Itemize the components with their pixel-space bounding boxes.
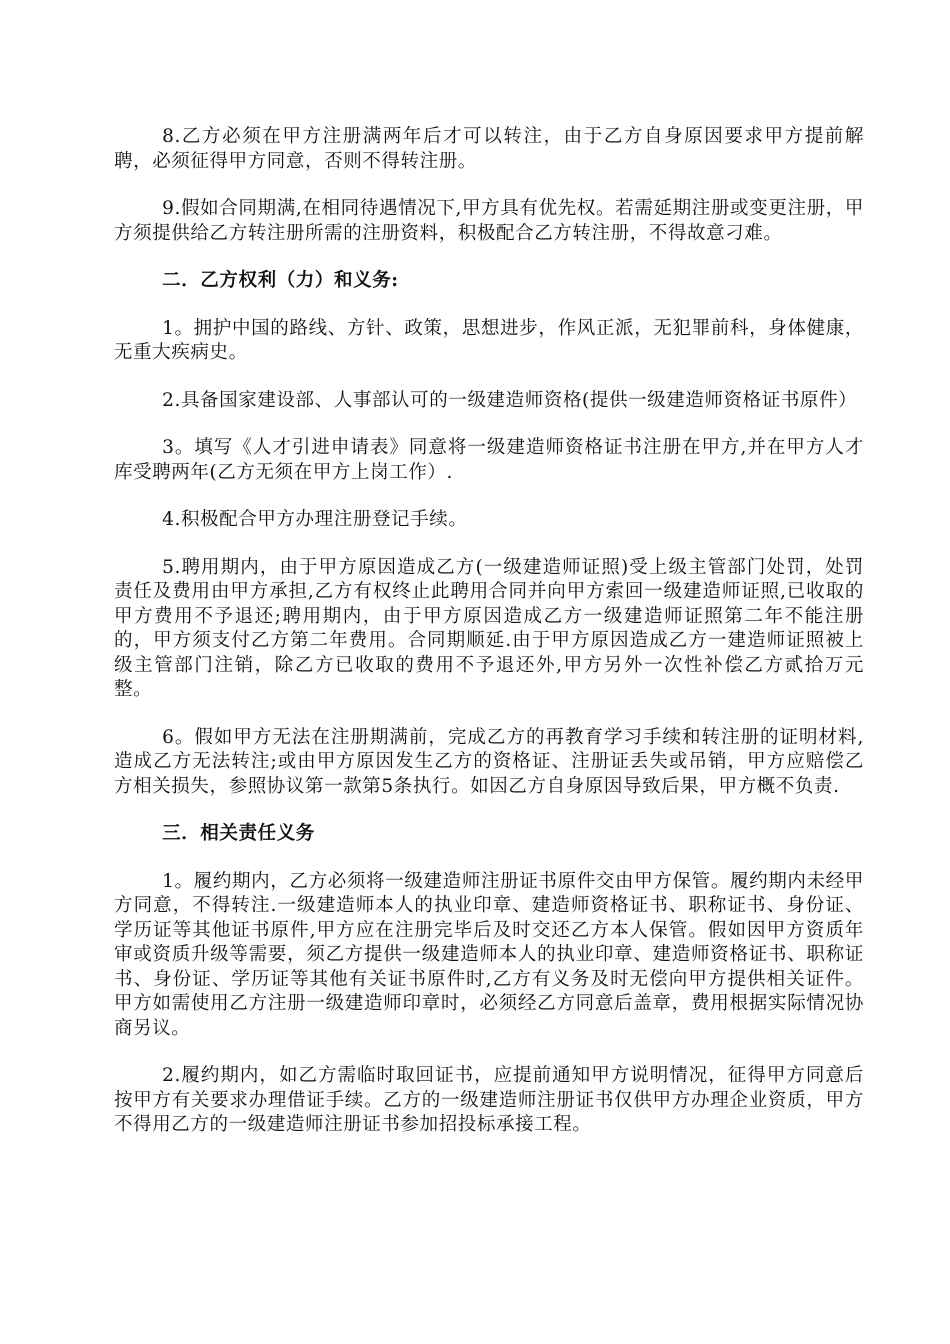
section-heading-3: 三．相关责任义务 xyxy=(162,823,315,844)
clause-b-5: 5.聘用期内，由于甲方原因造成乙方(一级建造师证照)受上级主管部门处罚，处罚责任及费用由甲方承担,乙方有权终止此聘用合同并向甲方索回一级建造师证照,已收取的甲方费用不予退还;聘用期内，由于甲方原因造成乙方一级建造师证照第二年不能注册的，甲方须支付乙方第二年费用。合同期顺延.由于甲方原因造成乙方一建造师证照被上级主管部门注销，除乙方已收取的费用不予退还外,甲方另外一次性补偿乙方贰拾万元整。 xyxy=(114,556,864,700)
clause-b-1: 1。拥护中国的路线、方针、政策，思想进步，作风正派，无犯罪前科，身体健康，无重大疾病史。 xyxy=(114,317,864,363)
clause-a-8: 8.乙方必须在甲方注册满两年后才可以转注，由于乙方自身原因要求甲方提前解聘，必须征得甲方同意，否则不得转注册。 xyxy=(114,126,864,172)
clause-a-9: 9.假如合同期满,在相同待遇情况下,甲方具有优先权。若需延期注册或变更注册，甲方须提供给乙方转注册所需的注册资料，积极配合乙方转注册，不得故意刁难。 xyxy=(114,198,864,244)
clause-b-6: 6。假如甲方无法在注册期满前，完成乙方的再教育学习手续和转注册的证明材料,造成乙方无法转注;或由甲方原因发生乙方的资格证、注册证丢失或吊销，甲方应赔偿乙方相关损失，参照协议第一款第5条执行。如因乙方自身原因导致后果，甲方概不负责. xyxy=(114,726,864,797)
clause-c-2: 2.履约期内，如乙方需临时取回证书，应提前通知甲方说明情况，征得甲方同意后按甲方有关要求办理借证手续。乙方的一级建造师注册证书仅供甲方办理企业资质，甲方不得用乙方的一级建造师注册证书参加招投标承接工程。 xyxy=(114,1065,864,1135)
section-heading-2: 二．乙方权利（力）和义务: xyxy=(162,270,399,291)
clause-c-1: 1。履约期内，乙方必须将一级建造师注册证书原件交由甲方保管。履约期内未经甲方同意，不得转注.一级建造师本人的执业印章、建造师资格证书、职称证书、身份证、学历证等其他证书原件,甲方应在注册完毕后及时交还乙方本人保管。假如因甲方资质年审或资质升级等需要，须乙方提供一级建造师本人的执业印章、建造师资格证书、职称证书、身份证、学历证等其他有关证书原件时,乙方有义务及时无偿向甲方提供相关证件。甲方如需使用乙方注册一级建造师印章时，必须经乙方同意后盖章，费用根据实际情况协商另议。 xyxy=(114,870,864,1039)
clause-b-2: 2.具备国家建设部、人事部认可的一级建造师资格(提供一级建造师资格证书原件） xyxy=(162,389,858,411)
clause-b-3: 3。填写《人才引进申请表》同意将一级建造师资格证书注册在甲方,并在甲方人才库受聘两年(乙方无须在甲方上岗工作）. xyxy=(114,437,864,483)
clause-b-4: 4.积极配合甲方办理注册登记手续。 xyxy=(162,509,468,530)
